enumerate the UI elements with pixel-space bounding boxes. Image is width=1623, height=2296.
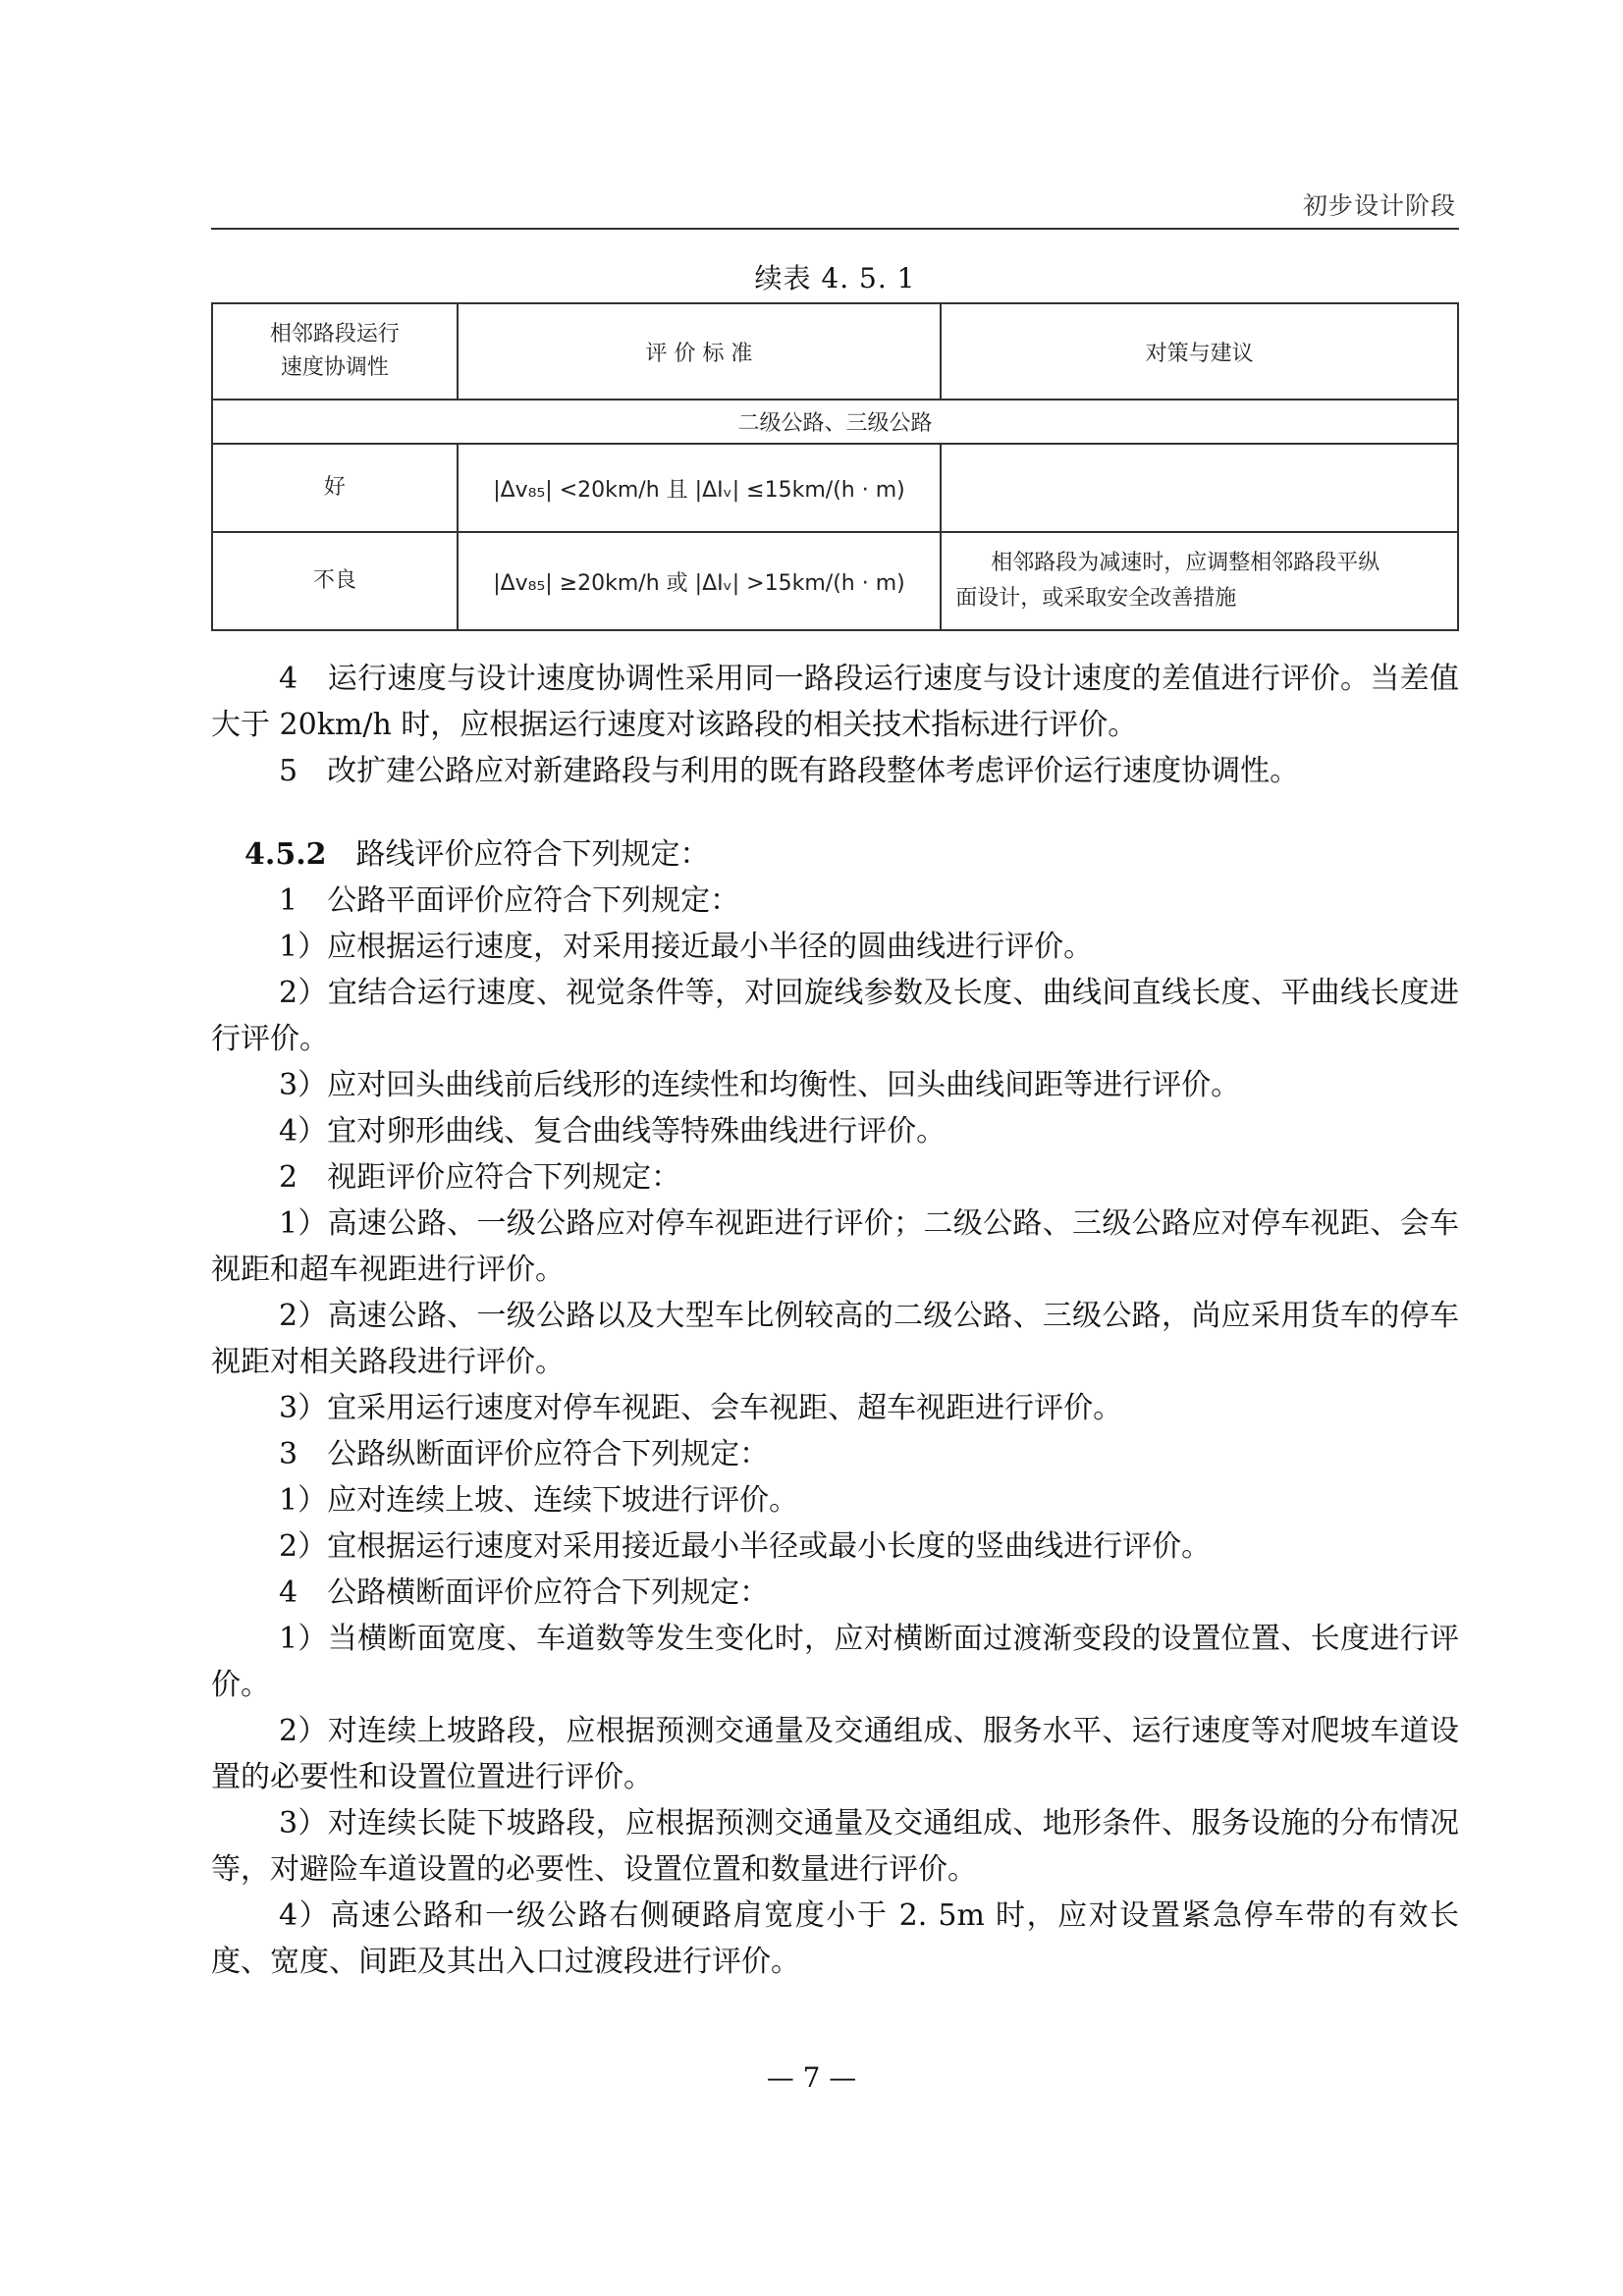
list-item: 3）宜采用运行速度对停车视距、会车视距、超车视距进行评价。 (279, 1391, 1123, 1425)
list-item: 1）高速公路、一级公路应对停车视距进行评价；二级公路、三级公路应对停车视距、会车视距和超车视距进行评价。 (211, 1206, 1459, 1287)
criterion-cell: |Δv₈₅| ≥20km/h 或 |ΔIᵥ| >15km/(h · m) (458, 532, 942, 630)
list-item: 4 公路横断面评价应符合下列规定： (279, 1575, 770, 1610)
criterion-cell: |Δv₈₅| <20km/h 且 |ΔIᵥ| ≤15km/(h · m) (458, 444, 942, 532)
group-label: 二级公路、三级公路 (212, 400, 1458, 444)
list-item: 2）对连续上坡路段，应根据预测交通量及交通组成、服务水平、运行速度等对爬坡车道设置的必要性和设置位置进行评价。 (211, 1714, 1459, 1794)
column-header-line: 相邻路段运行 (269, 322, 400, 347)
column-header-criterion: 评 价 标 准 (458, 303, 942, 400)
list-item: 3）对连续长陡下坡路段，应根据预测交通量及交通组成、地形条件、服务设施的分布情况等，对避险车道设置的必要性、设置位置和数量进行评价。 (211, 1806, 1459, 1887)
list-item: 1）应对连续上坡、连续下坡进行评价。 (279, 1483, 799, 1518)
list-item: 1）应根据运行速度，对采用接近最小半径的圆曲线进行评价。 (279, 930, 1094, 964)
section-title: 路线评价应符合下列规定： (355, 837, 710, 872)
list-item: 2）宜结合运行速度、视觉条件等，对回旋线参数及长度、曲线间直线长度、平曲线长度进行评价。 (211, 976, 1459, 1056)
list-item: 1）当横断面宽度、车道数等发生变化时，应对横断面过渡渐变段的设置位置、长度进行评价。 (211, 1622, 1459, 1702)
list-item: 1 公路平面评价应符合下列规定： (279, 883, 740, 918)
table-caption: 续表 4. 5. 1 (754, 262, 916, 294)
evaluation-table (211, 302, 1459, 631)
body-text (211, 656, 1459, 1985)
paragraph-item-5: 5 改扩建公路应对新建路段与利用的既有路段整体考虑评价运行速度协调性。 (279, 754, 1300, 788)
running-header: 初步设计阶段 (1302, 191, 1456, 220)
rating-cell: 好 (212, 444, 458, 532)
table-header-row (212, 303, 1458, 400)
section-heading (211, 831, 1459, 878)
suggestion-cell (941, 532, 1458, 630)
page-number: — 7 — (766, 2061, 857, 2094)
list-item: 4）高速公路和一级公路右侧硬路肩宽度小于 2. 5m 时，应对设置紧急停车带的有效长度、宽度、间距及其出入口过渡段进行评价。 (211, 1898, 1459, 1979)
table-group-row (212, 400, 1458, 444)
section-gap (211, 794, 1459, 831)
list-item: 2）宜根据运行速度对采用接近最小半径或最小长度的竖曲线进行评价。 (279, 1529, 1212, 1564)
paragraph-item-4: 4 运行速度与设计速度协调性采用同一路段运行速度与设计速度的差值进行评价。当差值大于 20km/h 时，应根据运行速度对该路段的相关技术指标进行评价。 (211, 662, 1459, 742)
list-item: 2 视距评价应符合下列规定： (279, 1160, 681, 1195)
table-row (212, 532, 1458, 630)
list-item: 3）应对回头曲线前后线形的连续性和均衡性、回头曲线间距等进行评价。 (279, 1068, 1241, 1102)
section-number: 4.5.2 (244, 837, 327, 872)
suggestion-line: 相邻路段为减速时，应调整相邻路段平纵 (991, 551, 1380, 575)
suggestion-cell (941, 444, 1458, 532)
list-item: 3 公路纵断面评价应符合下列规定： (279, 1437, 770, 1471)
table-row (212, 444, 1458, 532)
header-rule (211, 228, 1459, 230)
suggestion-line: 面设计，或采取安全改善措施 (955, 586, 1237, 611)
column-header-suggestion: 对策与建议 (941, 303, 1458, 400)
rating-cell: 不良 (212, 532, 458, 630)
column-header-coordination (212, 303, 458, 400)
column-header-line: 速度协调性 (280, 355, 389, 380)
list-item: 2）高速公路、一级公路以及大型车比例较高的二级公路、三级公路，尚应采用货车的停车视距对相关路段进行评价。 (211, 1299, 1459, 1379)
list-item: 4）宜对卵形曲线、复合曲线等特殊曲线进行评价。 (279, 1114, 947, 1148)
